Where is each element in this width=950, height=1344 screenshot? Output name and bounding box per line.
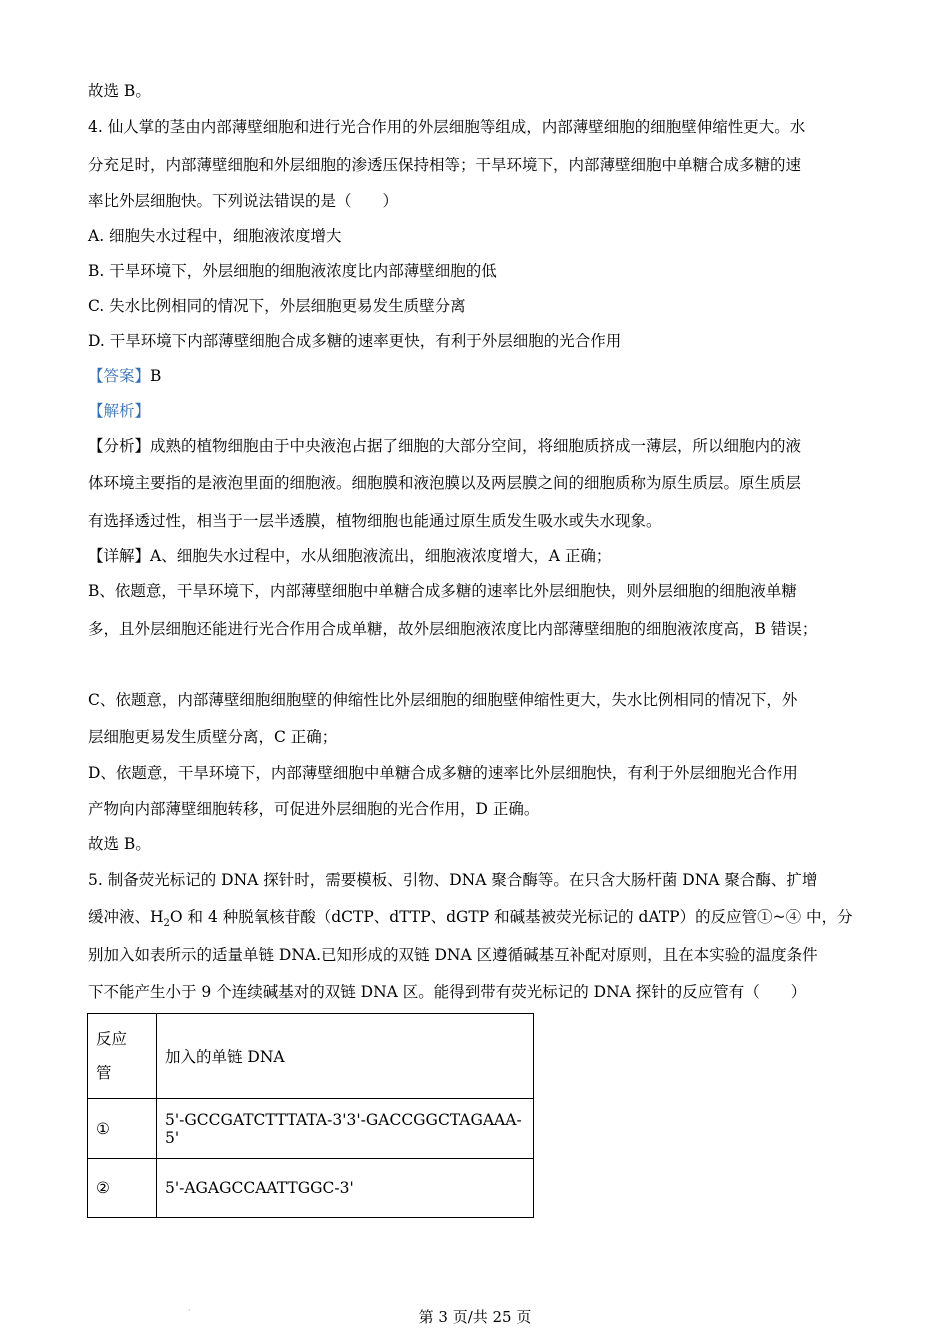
table-row [88,1099,534,1159]
q4-option-c: C. 失水比例相同的情况下，外层细胞更易发生质壁分离 [88,297,466,315]
q4-stem-line-2: 分充足时，内部薄壁细胞和外层细胞的渗透压保持相等；干旱环境下，内部薄壁细胞中单糖合成多糖的速 [88,156,802,174]
q4-answer [88,366,161,386]
header-tube: 反应 管 [88,1014,157,1099]
q4-option-d: D. 干旱环境下内部薄壁细胞合成多糖的速率更快，有利于外层细胞的光合作用 [88,332,622,350]
answer-value: B [150,367,162,385]
dna-sequence: 5'-GCCGATCTTTATA-3'3'-GACCGGCTAGAAA-5' [157,1099,534,1159]
q4-xiangjie-line-3: 多，且外层细胞还能进行光合作用合成单糖，故外层细胞液浓度比内部薄壁细胞的细胞液浓度高，B 错误； [88,620,818,638]
q4-conclusion: 故选 B。 [88,835,151,853]
q4-xiangjie-line-6: D、依题意，干旱环境下，内部薄壁细胞中单糖合成多糖的速率比外层细胞快，有利于外层细胞光合作用 [88,764,798,782]
q5-stem-line-3: 别加入如表所示的适量单链 DNA.已知形成的双链 DNA 区遵循碱基互补配对原则，且在本实验的温度条件 [88,946,818,964]
q5-stem-line-4: 下不能产生小于 9 个连续碱基对的双链 DNA 区。能得到带有荧光标记的 DNA 探针的反应管有（ ） [88,983,807,1001]
table-header-row [88,1014,534,1099]
q5-stem-line-2: 缓冲液、$H_2O$ 和 4 种脱氧核苷酸（dCTP、dTTP、dGTP 和碱基被荧光标记的 dATP）的反应管①~④ 中，分 [88,908,853,930]
q5-stem-line-1: 5. 制备荧光标记的 DNA 探针时，需要模板、引物、DNA 聚合酶等。在只含大肠杆菌 DNA 聚合酶、扩增 [88,871,818,889]
answer-label: 【答案】 [88,367,151,385]
q4-fenxi-line-2: 体环境主要指的是液泡里面的细胞液。细胞膜和液泡膜以及两层膜之间的细胞质称为原生质层。原生质层 [88,474,802,492]
q4-xiangjie-line-7: 产物向内部薄壁细胞转移，可促进外层细胞的光合作用，D 正确。 [88,800,540,818]
q4-option-b: B. 干旱环境下，外层细胞的细胞液浓度比内部薄壁细胞的低 [88,262,497,280]
scan-dot: · [188,1306,191,1315]
q4-xiangjie-line-4: C、依题意，内部薄壁细胞细胞壁的伸缩性比外层细胞的细胞壁伸缩性更大，失水比例相同的情况下，外 [88,691,798,709]
tube-number: ② [88,1159,157,1218]
page-footer: 第 3 页/共 25 页 [418,1308,532,1326]
fenxi-label: 【分析】 [88,437,151,455]
q4-fenxi-line-3: 有选择透过性，相当于一层半透膜，植物细胞也能通过原生质发生吸水或失水现象。 [88,512,662,530]
q3-conclusion: 故选 B。 [88,82,151,100]
q4-xiangjie-line-2: B、依题意，干旱环境下，内部薄壁细胞中单糖合成多糖的速率比外层细胞快，则外层细胞的细胞液单糖 [88,582,797,600]
q4-xiangjie-line-1: 【详解】A、细胞失水过程中，水从细胞液流出，细胞液浓度增大，A 正确； [88,547,612,565]
q4-stem-line-1: 4. 仙人掌的茎由内部薄壁细胞和进行光合作用的外层细胞等组成，内部薄壁细胞的细胞壁伸缩性更大。水 [88,118,806,136]
q4-stem-line-3: 率比外层细胞快。下列说法错误的是（ ） [88,192,399,210]
q4-fenxi-line-1: 【分析】成熟的植物细胞由于中央液泡占据了细胞的大部分空间，将细胞质挤成一薄层，所以细胞内的液 [88,437,802,455]
q4-xiangjie-line-5: 层细胞更易发生质壁分离，C 正确； [88,728,338,746]
reaction-tube-table [87,1013,534,1218]
table-row [88,1159,534,1218]
dna-sequence: 5'-AGAGCCAATTGGC-3' [157,1159,534,1218]
q4-option-a: A. 细胞失水过程中，细胞液浓度增大 [88,227,342,245]
q4-analysis-label: 【解析】 [88,402,151,420]
tube-number: ① [88,1099,157,1159]
xiangjie-label: 【详解】 [88,547,151,565]
header-dna: 加入的单链 DNA [157,1014,534,1099]
